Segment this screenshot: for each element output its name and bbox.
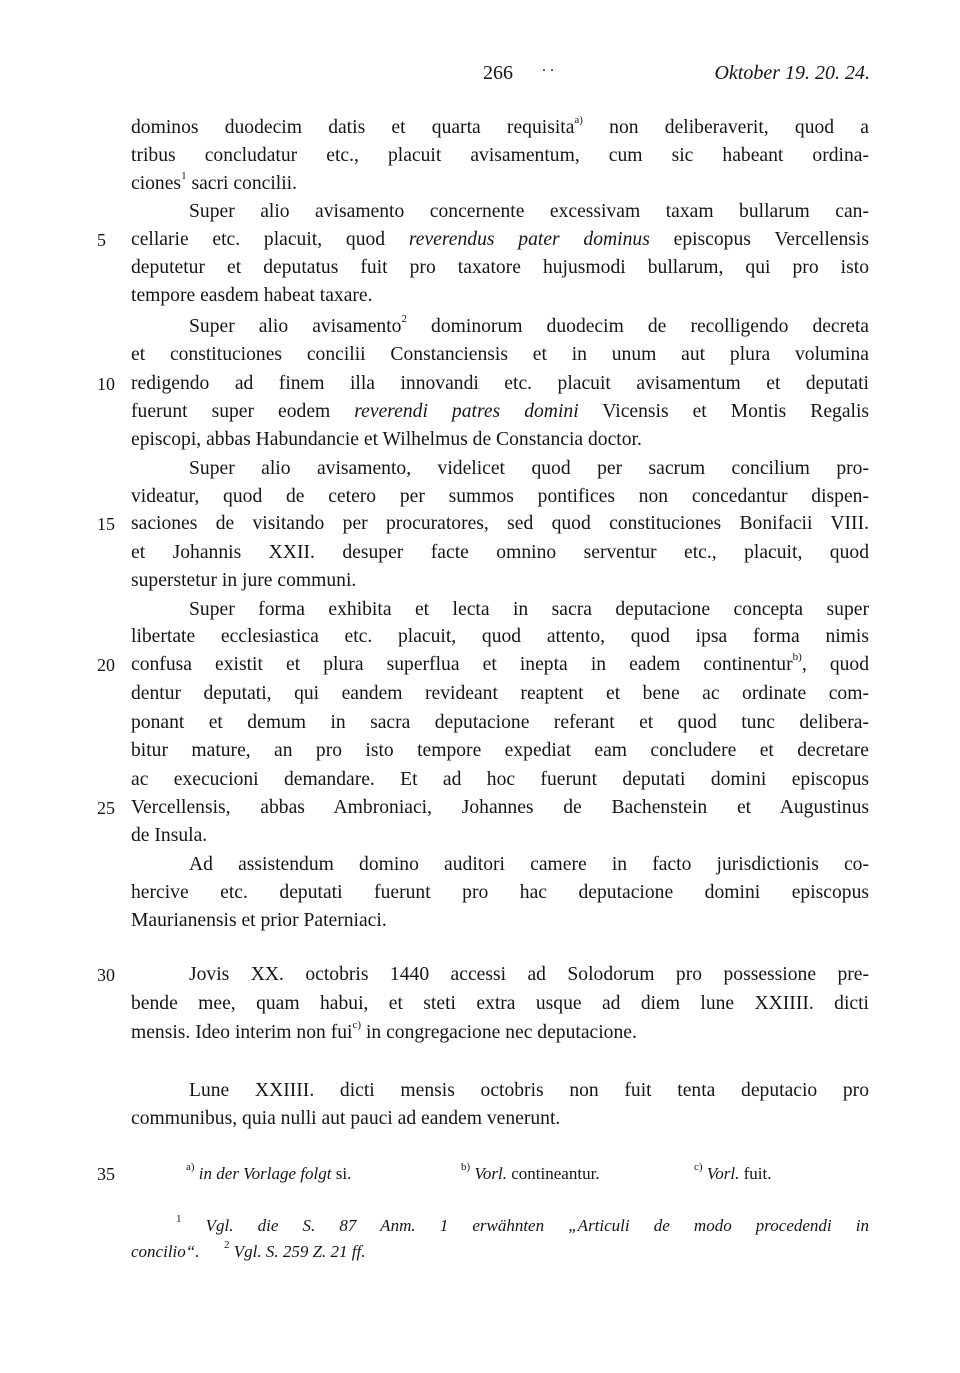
text-line: tribus concludatur etc., placuit avisamentum, cum sic habeant ordina- — [131, 145, 869, 166]
text-line: libertate ecclesiastica etc. placuit, quod attento, quod ipsa forma nimis — [131, 626, 869, 647]
text-line: Super forma exhibita et lecta in sacra deputacione concepta super — [189, 599, 869, 620]
line-number: 5 — [97, 230, 106, 250]
footnote-1-continuation: concilio“. $^2$ Vgl. S. 259 Z. 21 ff. — [131, 1239, 366, 1261]
line-number: 30 — [97, 965, 115, 985]
text-line: et Johannis XXII. desuper facte omnino serventur etc., placuit, quod — [131, 542, 869, 563]
line-number: 15 — [97, 514, 115, 534]
text-line: Super alio avisamento, videlicet quod per sacrum concilium pro- — [189, 458, 869, 479]
text-line: fuerunt super eodem reverendi patres domini Vicensis et Montis Regalis — [131, 401, 870, 422]
line-number: 25 — [97, 798, 115, 818]
footnote-a-label: a) — [186, 1161, 195, 1174]
footnote-marker-a: a) — [574, 114, 583, 127]
footnote-2: Vgl. S. 259 Z. 21 ff. — [233, 1242, 366, 1261]
footnote-b: $^{b)}$ Vorl. contineantur. — [461, 1161, 600, 1183]
line-number: 20 — [97, 655, 115, 675]
text-line: Super alio avisamento$^2$ dominorum duodecim de recolligendo decreta — [189, 313, 869, 337]
text-line: Maurianensis et prior Paterniaci. — [131, 910, 387, 931]
text-line: hercive etc. deputati fuerunt pro hac deputacione domini episcopus — [131, 882, 869, 903]
footnote-marker-c: c) — [352, 1019, 362, 1032]
text-line: dentur deputati, qui eandem revideant reaptent et bene ac ordinate com- — [131, 683, 869, 704]
running-title: Oktober 19. 20. 24. — [714, 62, 870, 84]
footnote-c: $^{c)}$ Vorl. fuit. — [694, 1161, 772, 1183]
line-number: 35 — [97, 1164, 115, 1184]
footnote-1-label: 1 — [176, 1213, 182, 1226]
running-head — [130, 58, 870, 92]
text-line: deputetur et deputatus fuit pro taxatore hujusmodi bullarum, qui pro isto — [131, 257, 869, 278]
text-line: de Insula. — [131, 825, 208, 846]
text-line: Ad assistendum domino auditori camere in facto jurisdictionis co- — [189, 854, 869, 875]
text-line: bitur mature, an pro isto tempore expediat eam concludere et decretare — [131, 740, 869, 761]
text-line: confusa existit et plura superflua et inepta in eadem continentur$^{b)}$, quod — [131, 651, 869, 675]
footnote-marker-1: 1 — [181, 170, 187, 183]
text-line: saciones de visitando per procuratores, sed quod constituciones Bonifacii VIII. — [131, 513, 869, 534]
page-number: 266 — [483, 62, 513, 84]
text-line: ciones$^1$ sacri concilii. — [131, 170, 298, 194]
text-line: ac execucioni demandare. Et ad hoc fuerunt deputati domini episcopus — [131, 769, 869, 790]
footnote-marker-b: b) — [792, 651, 802, 664]
text-line: dominos duodecim datis et quarta requisita$^{a)}$ non deliberaverit, quod a — [131, 114, 869, 138]
footnote-b-label: b) — [461, 1161, 471, 1174]
footnote-c-label: c) — [694, 1161, 703, 1174]
text-line: Vercellensis, abbas Ambroniaci, Johannes de Bachenstein et Augustinus — [131, 797, 869, 818]
footnote-2-label: 2 — [223, 1239, 230, 1252]
footnote-marker-2: 2 — [401, 313, 407, 326]
text-line: redigendo ad finem illa innovandi etc. placuit avisamentum et deputati — [131, 373, 869, 394]
text-line: Super alio avisamento concernente excessivam taxam bullarum can- — [189, 201, 869, 222]
text-line: episcopi, abbas Habundancie et Wilhelmus de Constancia doctor. — [131, 429, 642, 450]
text-line: tempore easdem habeat taxare. — [131, 285, 373, 306]
line-number: 10 — [97, 374, 115, 394]
text-line: superstetur in jure communi. — [131, 570, 357, 591]
footnote-1: $^1$ Vgl. die S. 87 Anm. 1 erwähnten „Articuli de modo procedendi in — [176, 1213, 870, 1235]
text-line: ponant et demum in sacra deputacione referant et quod tunc delibera- — [131, 712, 869, 733]
text-line: Lune XXIIII. dicti mensis octobris non fuit tenta deputacio pro — [189, 1080, 869, 1101]
header-dots: . . — [542, 58, 554, 75]
text-line: Jovis XX. octobris 1440 accessi ad Solodorum pro possessione pre- — [189, 964, 869, 985]
text-line: et constituciones concilii Constanciensis et in unum aut plura volumina — [131, 344, 869, 365]
text-line: bende mee, quam habui, et steti extra usque ad diem lune XXIIII. dicti — [131, 993, 869, 1014]
text-line: videatur, quod de cetero per summos pontifices non concedantur dispen- — [131, 486, 869, 507]
text-line: communibus, quia nulli aut pauci ad eandem venerunt. — [131, 1108, 561, 1129]
footnote-a: $^{a)}$ in der Vorlage folgt si. — [186, 1161, 352, 1183]
text-line: mensis. Ideo interim non fui$^{c)}$ in congregacione nec deputacione. — [131, 1019, 637, 1043]
text-line: cellarie etc. placuit, quod reverendus pater dominus episcopus Vercellensis — [131, 229, 869, 250]
